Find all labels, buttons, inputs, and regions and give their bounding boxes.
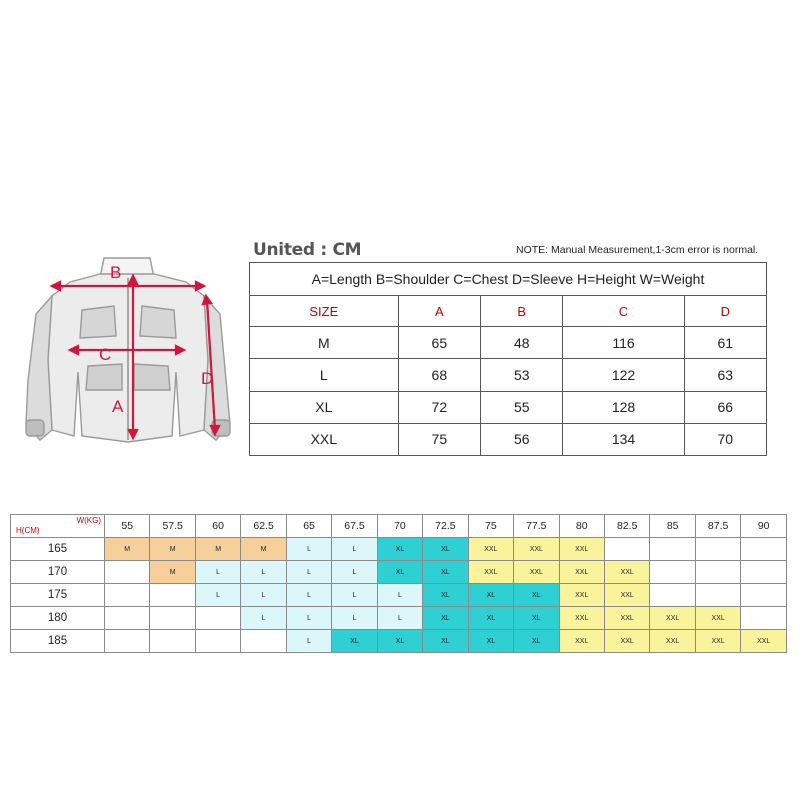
size-recommendation-cell — [150, 607, 195, 630]
sleeve-cell: 63 — [684, 359, 766, 391]
height-row — [11, 561, 787, 584]
size-recommendation-cell: XXL — [559, 584, 604, 607]
size-recommendation-cell: XXL — [604, 607, 649, 630]
size-recommendation-cell: XXL — [514, 538, 559, 561]
size-row — [250, 391, 767, 423]
hw-corner-cell — [11, 515, 105, 538]
weight-header-cell: 62.5 — [241, 515, 286, 538]
size-recommendation-cell: XXL — [695, 607, 740, 630]
size-recommendation-cell: XXL — [695, 630, 740, 653]
size-recommendation-cell — [105, 630, 150, 653]
length-cell: 75 — [398, 423, 480, 455]
chest-cell: 122 — [563, 359, 684, 391]
jacket-diagram — [12, 240, 244, 465]
label-c: C — [99, 345, 112, 364]
size-recommendation-cell: L — [332, 607, 377, 630]
chest-cell: 134 — [563, 423, 684, 455]
size-recommendation-cell: XXL — [650, 630, 695, 653]
size-recommendation-cell: L — [286, 607, 331, 630]
label-b: B — [110, 263, 122, 282]
shoulder-cell: 53 — [481, 359, 563, 391]
weight-header-cell: 82.5 — [604, 515, 649, 538]
header-b: B — [481, 296, 563, 327]
size-recommendation-cell: XL — [514, 584, 559, 607]
size-recommendation-cell — [650, 561, 695, 584]
label-a: A — [112, 397, 124, 416]
sleeve-cell: 70 — [684, 423, 766, 455]
size-measurement-table — [249, 262, 767, 456]
height-cell: 170 — [11, 561, 105, 584]
length-cell: 72 — [398, 391, 480, 423]
header-c: C — [563, 296, 684, 327]
size-recommendation-cell: XXL — [604, 630, 649, 653]
measurement-legend: A=Length B=Shoulder C=Chest D=Sleeve H=Height W=Weight — [250, 263, 767, 296]
weight-header-cell: 72.5 — [423, 515, 468, 538]
sleeve-cell: 61 — [684, 327, 766, 359]
size-row — [250, 423, 767, 455]
size-recommendation-cell: M — [150, 561, 195, 584]
weight-header-cell: 65 — [286, 515, 331, 538]
height-row — [11, 607, 787, 630]
size-recommendation-cell: XL — [423, 630, 468, 653]
size-recommendation-cell: L — [241, 561, 286, 584]
size-recommendation-cell: M — [195, 538, 240, 561]
weight-header-cell: 80 — [559, 515, 604, 538]
size-recommendation-cell — [741, 561, 787, 584]
size-recommendation-cell: XXL — [559, 561, 604, 584]
size-recommendation-cell — [604, 538, 649, 561]
header-a: A — [398, 296, 480, 327]
weight-header-cell: 87.5 — [695, 515, 740, 538]
size-recommendation-cell: XXL — [468, 561, 513, 584]
weight-header-cell: 90 — [741, 515, 787, 538]
weight-header-cell: 70 — [377, 515, 422, 538]
size-recommendation-cell — [695, 538, 740, 561]
size-table-header — [250, 296, 767, 327]
height-row — [11, 584, 787, 607]
size-recommendation-cell — [695, 584, 740, 607]
size-recommendation-cell: XXL — [604, 584, 649, 607]
height-row — [11, 538, 787, 561]
size-recommendation-cell: M — [241, 538, 286, 561]
weight-header-cell: 77.5 — [514, 515, 559, 538]
size-recommendation-cell: XL — [423, 607, 468, 630]
weight-header-cell: 67.5 — [332, 515, 377, 538]
size-cell: M — [250, 327, 399, 359]
weight-header-row — [11, 515, 787, 538]
size-recommendation-cell: XL — [468, 584, 513, 607]
weight-header-cell: 55 — [105, 515, 150, 538]
size-recommendation-cell: XL — [332, 630, 377, 653]
height-cell: 175 — [11, 584, 105, 607]
size-recommendation-cell: L — [195, 561, 240, 584]
size-recommendation-cell: XXL — [604, 561, 649, 584]
weight-header-cell: 75 — [468, 515, 513, 538]
size-recommendation-cell — [195, 607, 240, 630]
size-recommendation-cell: XL — [377, 630, 422, 653]
weight-axis-label: W(KG) — [76, 516, 101, 525]
header-size: SIZE — [250, 296, 399, 327]
height-cell: 165 — [11, 538, 105, 561]
shoulder-cell: 56 — [481, 423, 563, 455]
size-recommendation-cell: XXL — [559, 630, 604, 653]
size-recommendation-cell: XL — [514, 607, 559, 630]
sleeve-cell: 66 — [684, 391, 766, 423]
size-recommendation-cell — [150, 630, 195, 653]
size-recommendation-cell — [241, 630, 286, 653]
weight-header-cell: 60 — [195, 515, 240, 538]
size-recommendation-cell: XXL — [559, 538, 604, 561]
size-recommendation-cell — [195, 630, 240, 653]
size-cell: XXL — [250, 423, 399, 455]
length-cell: 65 — [398, 327, 480, 359]
size-recommendation-cell: L — [286, 630, 331, 653]
size-row — [250, 359, 767, 391]
size-recommendation-cell: L — [195, 584, 240, 607]
size-recommendation-cell: L — [377, 607, 422, 630]
size-recommendation-cell: L — [332, 561, 377, 584]
size-recommendation-cell: XL — [468, 607, 513, 630]
height-weight-chart — [10, 514, 787, 653]
height-cell: 180 — [11, 607, 105, 630]
weight-header-cell: 85 — [650, 515, 695, 538]
size-recommendation-cell — [741, 607, 787, 630]
size-recommendation-cell — [105, 584, 150, 607]
weight-header-cell: 57.5 — [150, 515, 195, 538]
length-cell: 68 — [398, 359, 480, 391]
size-recommendation-cell: L — [332, 584, 377, 607]
height-cell: 185 — [11, 630, 105, 653]
size-recommendation-cell: L — [377, 584, 422, 607]
chest-cell: 116 — [563, 327, 684, 359]
size-recommendation-cell: XL — [423, 584, 468, 607]
chest-cell: 128 — [563, 391, 684, 423]
size-recommendation-cell: M — [105, 538, 150, 561]
size-recommendation-cell — [105, 607, 150, 630]
size-recommendation-cell — [741, 538, 787, 561]
size-recommendation-cell: XXL — [514, 561, 559, 584]
size-recommendation-cell: XL — [468, 630, 513, 653]
size-recommendation-cell: M — [150, 538, 195, 561]
height-row — [11, 630, 787, 653]
size-recommendation-cell: L — [332, 538, 377, 561]
size-recommendation-cell — [695, 561, 740, 584]
unit-label: United : CM — [253, 240, 362, 260]
size-recommendation-cell: L — [286, 538, 331, 561]
size-recommendation-cell: L — [241, 607, 286, 630]
size-recommendation-cell: XL — [514, 630, 559, 653]
size-cell: XL — [250, 391, 399, 423]
size-cell: L — [250, 359, 399, 391]
shoulder-cell: 55 — [481, 391, 563, 423]
size-recommendation-cell — [650, 538, 695, 561]
label-d: D — [201, 369, 214, 388]
size-recommendation-cell: XXL — [650, 607, 695, 630]
size-recommendation-cell — [105, 561, 150, 584]
shoulder-cell: 48 — [481, 327, 563, 359]
height-axis-label: H(CM) — [16, 526, 40, 535]
measurement-note: NOTE: Manual Measurement,1-3cm error is normal. — [516, 244, 759, 256]
size-recommendation-cell — [650, 584, 695, 607]
size-recommendation-cell: L — [286, 584, 331, 607]
size-recommendation-cell: XL — [377, 538, 422, 561]
size-recommendation-cell — [741, 584, 787, 607]
size-recommendation-cell: XXL — [468, 538, 513, 561]
size-recommendation-cell: XL — [423, 538, 468, 561]
size-recommendation-cell: XL — [377, 561, 422, 584]
size-recommendation-cell: XXL — [559, 607, 604, 630]
size-row — [250, 327, 767, 359]
size-recommendation-cell: L — [241, 584, 286, 607]
size-recommendation-cell — [150, 584, 195, 607]
size-recommendation-cell: L — [286, 561, 331, 584]
header-d: D — [684, 296, 766, 327]
size-recommendation-cell: XL — [423, 561, 468, 584]
size-recommendation-cell: XXL — [741, 630, 787, 653]
